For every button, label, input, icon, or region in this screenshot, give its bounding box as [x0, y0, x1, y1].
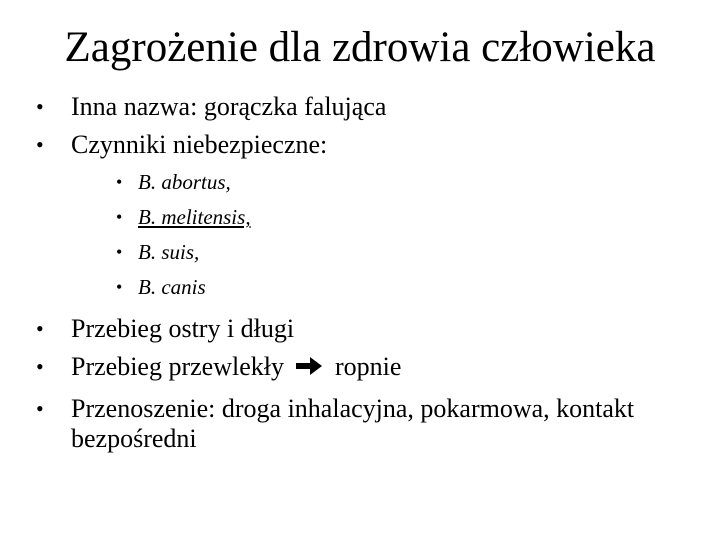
- sub-bullet-item: [116, 240, 696, 265]
- right-arrow-icon: [296, 352, 322, 382]
- bullet-item-acute-course: [36, 314, 696, 344]
- sub-bullet-item: [116, 205, 696, 230]
- bullet-marker: •: [36, 94, 44, 119]
- bullet-marker: •: [36, 354, 44, 379]
- sub-bullet-marker: •: [116, 277, 123, 297]
- bullet-text: Przenoszenie: droga inhalacyjna, pokarmowa, kontakt: [71, 394, 635, 424]
- bullet-item-other-name: [36, 92, 696, 122]
- bullet-text: ropnie: [334, 352, 402, 381]
- bullet-list: [36, 92, 696, 462]
- bullet-text: Inna nazwa: gorączka falująca: [71, 92, 387, 121]
- sub-bullet-text: B. abortus,: [138, 170, 231, 194]
- bullet-item-dangerous-agents: [36, 130, 696, 160]
- sub-bullet-list: [36, 170, 696, 300]
- bullet-text: Przebieg przewlekły: [71, 352, 284, 381]
- bullet-text-continued: bezpośredni: [71, 424, 197, 454]
- sub-bullet-item: [116, 170, 696, 195]
- bullet-marker: •: [36, 396, 44, 422]
- bullet-item-transmission: [36, 394, 696, 454]
- bullet-text: Przebieg ostry i długi: [71, 314, 295, 343]
- sub-bullet-marker: •: [116, 207, 123, 227]
- sub-bullet-item: [116, 275, 696, 300]
- bullet-item-chronic-course: [36, 352, 696, 386]
- sub-bullet-text: B. melitensis,: [138, 205, 251, 229]
- bullet-text: Czynniki niebezpieczne:: [71, 130, 328, 159]
- sub-bullet-marker: •: [116, 172, 123, 192]
- sub-bullet-text: B. canis: [138, 275, 206, 299]
- bullet-marker: •: [36, 132, 44, 157]
- sub-bullet-marker: •: [116, 242, 123, 262]
- bullet-marker: •: [36, 316, 44, 341]
- slide-title: Zagrożenie dla zdrowia człowieka: [64, 24, 656, 71]
- sub-bullet-text: B. suis,: [138, 240, 200, 264]
